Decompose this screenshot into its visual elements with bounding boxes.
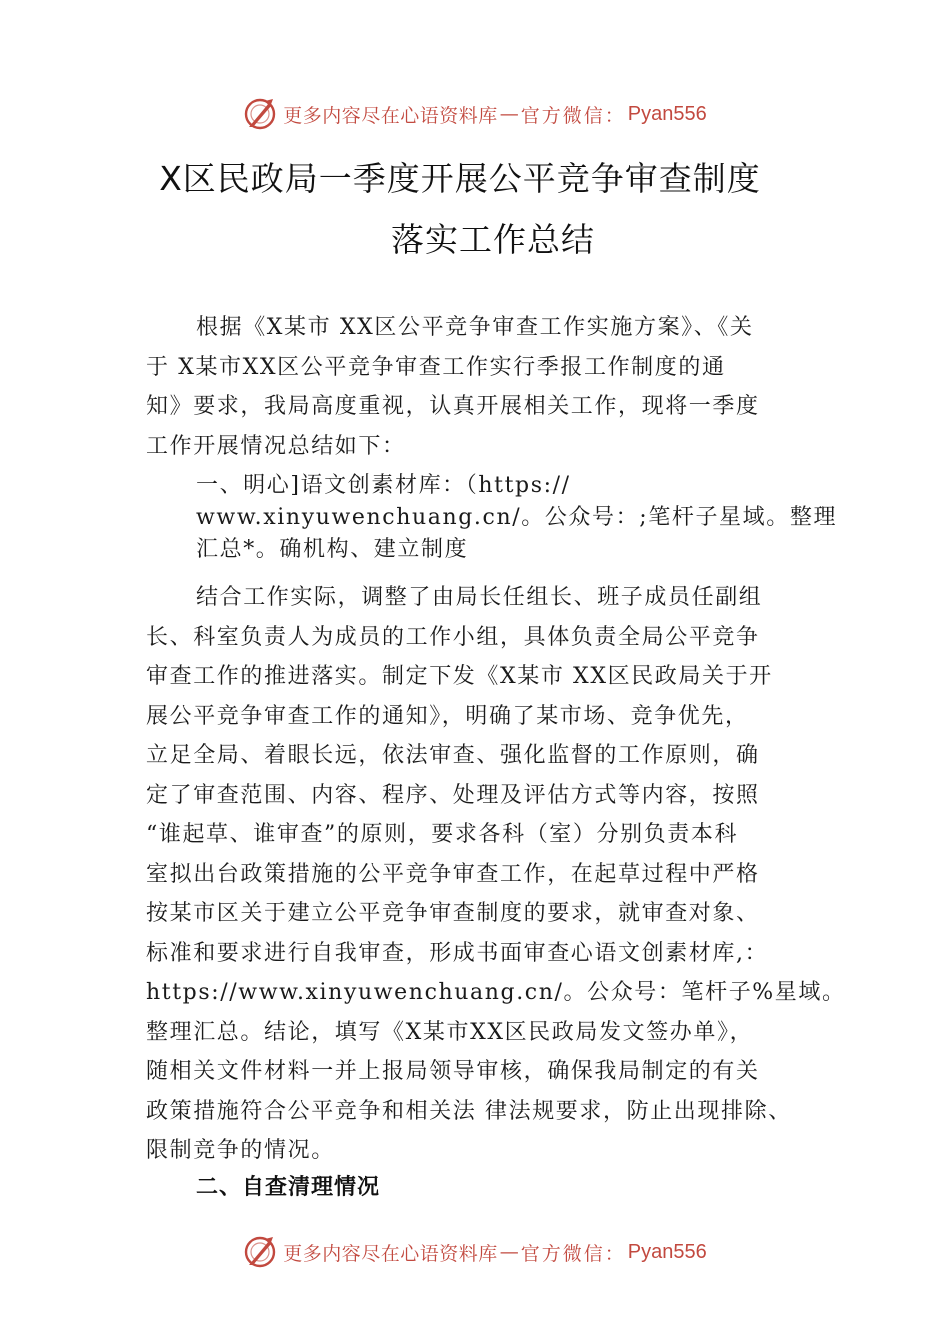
quill-seal-icon [243,1235,277,1269]
paragraph-line: “谁起草、谁审查”的原则，要求各科（室）分别负责本科 [146,822,739,847]
paragraph-line: 政策措施符合公平竞争和相关法 律法规要求，防止出现排除、 [146,1098,792,1124]
paragraph-line: 工作开展情况总结如下： [146,433,406,459]
paragraph-section-one-body [146,578,846,1171]
banner-brand: 更多内容尽在心语资料库 [283,104,498,127]
banner-separator: — [499,103,519,125]
paragraph-line: 整理汇总。结论，填写《X某市XX区民政局发文签办单》， [146,1019,754,1045]
paragraph-line: https://www.xinyuwenchuang.cn/。公众号：笔杆子%星域。 [146,980,846,1005]
banner-wechat-label: 官方微信： [520,104,626,127]
banner-separator: — [499,1241,519,1263]
paragraph-line: 展公平竞争审查工作的通知》，明确了某市场、竞争优先， [146,703,749,729]
paragraph-line: 按某市区关于建立公平竞争审查制度的要求，就审查对象、 [146,901,760,926]
paragraph-line: 一、明心]语文创素材库：（https:// [196,473,571,498]
section-one-heading [146,470,846,566]
quill-seal-icon [243,97,277,131]
paragraph-line: 定了审查范围、内容、程序、处理及评估方式等内容，按照 [146,782,760,808]
banner-wechat-label: 官方微信： [520,1242,626,1265]
banner-brand: 更多内容尽在心语资料库 [283,1242,498,1265]
paragraph-line: 室拟出台政策措施的公平竞争审查工作，在起草过程中严格 [146,861,760,887]
document-title-line1: X区民政局一季度开展公平竞争审查制度 [159,159,761,198]
paragraph-line: 结合工作实际，调整了由局长任组长、班子成员任副组 [196,585,763,610]
header-banner [0,94,950,134]
document-title-line2: 落实工作总结 [391,220,595,259]
paragraph-intro [146,308,846,466]
footer-banner [0,1232,950,1272]
paragraph-line: www.xinyuwenchuang.cn/。公众号：;笔杆子星域。整理 [196,505,838,530]
banner-wechat-id: Pyan556 [627,1240,707,1263]
paragraph-line: 限制竞争的情况。 [146,1138,335,1163]
paragraph-line: 长、科室负责人为成员的工作小组，具体负责全局公平竞争 [146,624,760,650]
paragraph-line: 于 X某市XX区公平竞争审查工作实行季报工作制度的通 [146,354,726,380]
paragraph-line: 审查工作的推进落实。制定下发《X某市 XX区民政局关于开 [146,664,773,689]
paragraph-line: 标准和要求进行自我审查，形成书面审查心语文创素材库,： [146,940,769,966]
paragraph-line: 汇总*。确机构、建立制度 [196,537,469,562]
banner-wechat-id: Pyan556 [627,102,707,125]
paragraph-line: 根据《X某市 XX区公平竞争审查工作实施方案》、《关 [196,315,754,340]
paragraph-line: 随相关文件材料一并上报局领导审核，确保我局制定的有关 [146,1059,760,1084]
paragraph-line: 知》要求，我局高度重视，认真开展相关工作，现将一季度 [146,394,760,419]
paragraph-line: 立足全局、着眼长远，依法审查、强化监督的工作原则，确 [146,743,760,768]
section-two-heading: 二、自查清理情况 [196,1175,381,1200]
